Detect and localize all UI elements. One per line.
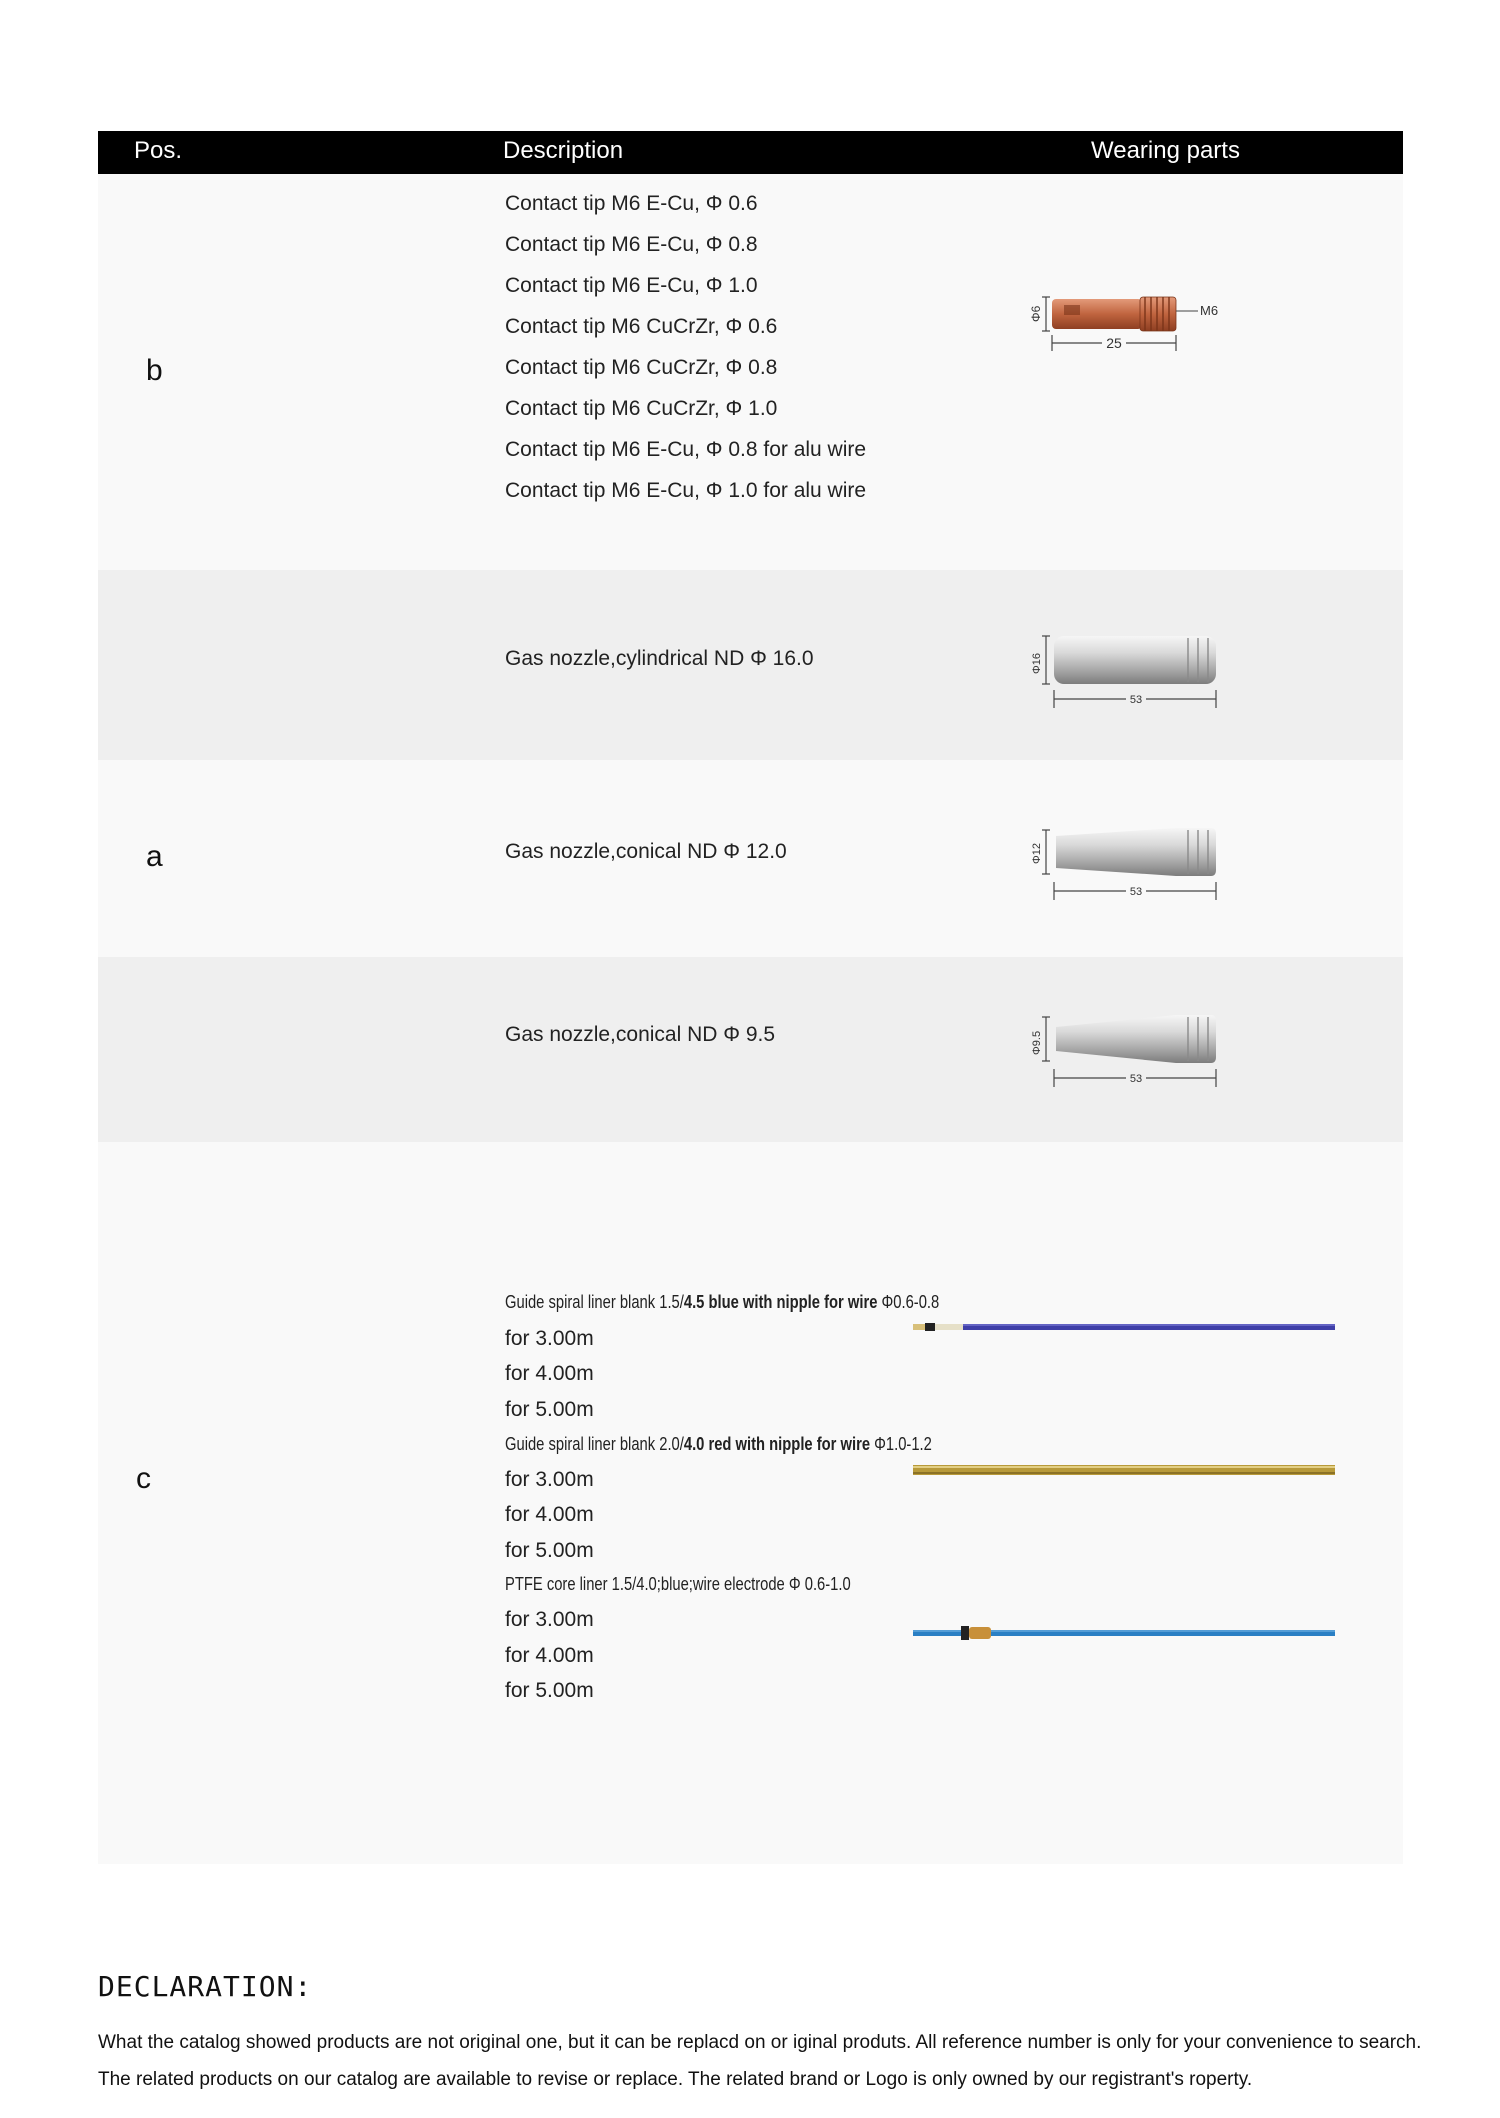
header-pos: Pos. [134,137,183,164]
blue-liner-image [913,1317,1343,1337]
cylindrical-nozzle-image [1026,632,1266,722]
description-line: Contact tip M6 E-Cu, Φ 0.8 [505,233,758,256]
declaration-line: The related products on our catalog are available to revise or replace. The related brand or Logo is only owned by our registrant's roperty. [98,2069,1253,2090]
conical-nozzle-image [1026,824,1266,914]
dia-label: Φ12 [1031,842,1043,864]
contact-tip-image [1018,289,1238,369]
liner-length: for 4.00m [505,1503,594,1526]
liner-title: Guide spiral liner blank 2.0/4.0 red with nipple for wire Φ1.0-1.2 [505,1434,932,1454]
liner-length: for 4.00m [505,1644,594,1667]
table-row [98,1142,1403,1864]
liner-length: for 3.00m [505,1468,594,1491]
description-line: Gas nozzle,conical ND Φ 9.5 [505,1023,776,1046]
header-wearing-parts: Wearing parts [1091,137,1240,164]
liner-length: for 5.00m [505,1398,594,1421]
table-row [98,957,1403,1142]
dia-label: Φ9.5 [1031,1030,1043,1055]
table-header [98,131,1403,174]
description-line: Gas nozzle,cylindrical ND Φ 16.0 [505,647,814,670]
table-row [98,760,1403,957]
declaration-line: What the catalog showed products are not original one, but it can be replacd on or iginal produts. All reference number is only for your convenience to search. [98,2032,1422,2053]
liner-length: for 4.00m [505,1362,594,1385]
description-line: Contact tip M6 CuCrZr, Φ 0.6 [505,315,778,338]
table-row [98,570,1403,760]
dia-label: Φ6 [1029,305,1043,322]
description-line: Contact tip M6 E-Cu, Φ 1.0 [505,274,758,297]
length-label: 53 [1129,886,1143,898]
conical-nozzle-image [1026,1011,1266,1101]
description-line: Contact tip M6 E-Cu, Φ 0.6 [505,192,758,215]
thread-label: M6 [1200,303,1219,318]
liner-length: for 5.00m [505,1539,594,1562]
liner-length: for 3.00m [505,1608,594,1631]
dia-label: Φ16 [1031,652,1043,674]
red-liner-image [913,1460,1343,1480]
pos-label: c [136,1462,151,1495]
liner-length: for 3.00m [505,1327,594,1350]
header-description: Description [503,137,624,164]
liner-title: Guide spiral liner blank 1.5/4.5 blue with nipple for wire Φ0.6-0.8 [505,1292,940,1312]
description-line: Contact tip M6 CuCrZr, Φ 1.0 [505,397,778,420]
description-line: Contact tip M6 E-Cu, Φ 1.0 for alu wire [505,479,867,502]
ptfe-liner-image [913,1621,1343,1645]
liner-length: for 5.00m [505,1679,594,1702]
description-line: Contact tip M6 CuCrZr, Φ 0.8 [505,356,778,379]
description-line: Gas nozzle,conical ND Φ 12.0 [505,840,787,863]
declaration-title: DECLARATION: [98,1970,313,2003]
length-label: 25 [1106,335,1122,351]
length-label: 53 [1129,694,1143,706]
pos-label: b [146,354,163,387]
description-line: Contact tip M6 E-Cu, Φ 0.8 for alu wire [505,438,867,461]
length-label: 53 [1129,1073,1143,1085]
table-row [98,174,1403,570]
liner-title: PTFE core liner 1.5/4.0;blue;wire electrode Φ 0.6-1.0 [505,1574,851,1594]
pos-label: a [146,840,163,873]
